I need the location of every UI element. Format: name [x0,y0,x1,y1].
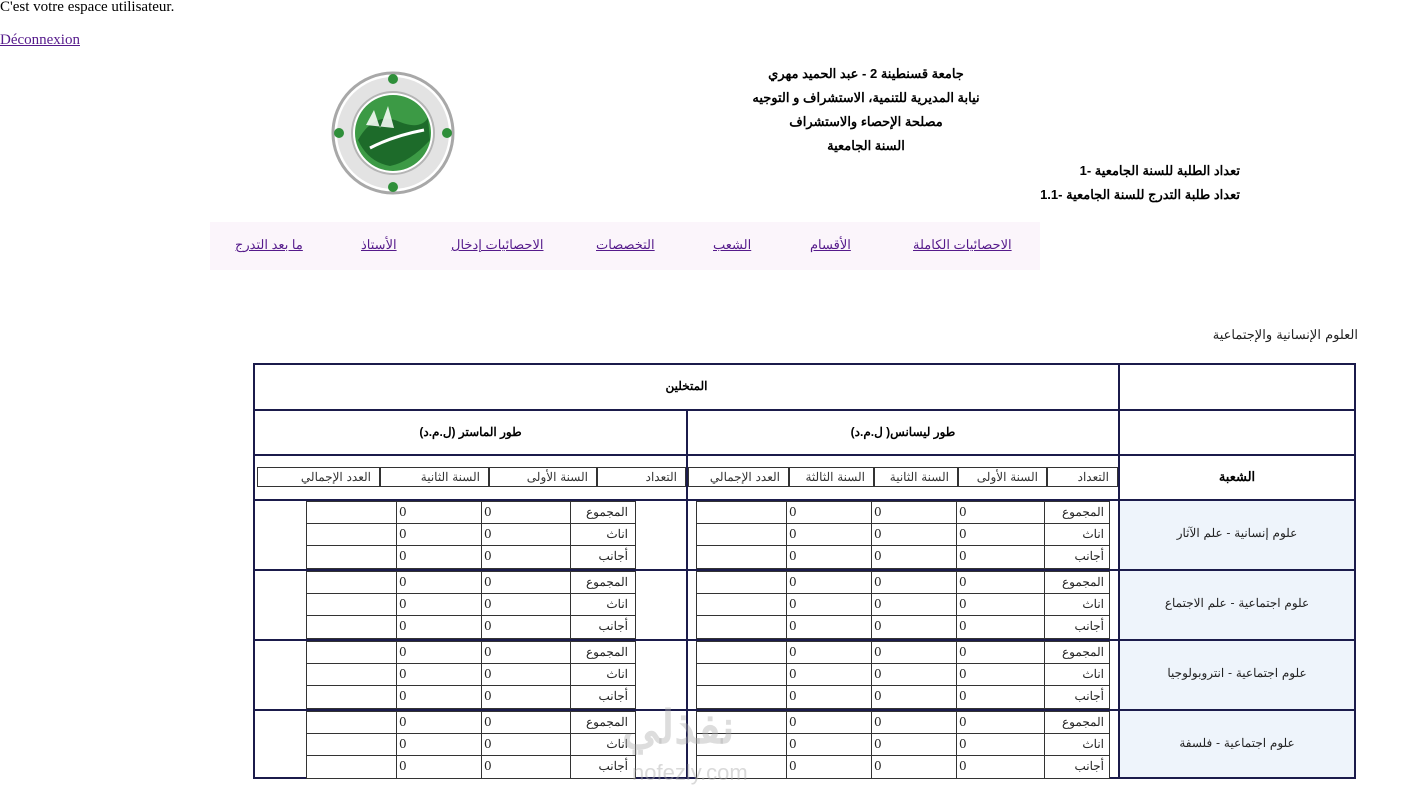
licence-value: 0 [789,667,797,681]
welcome-text: C'est votre espace utilisateur. [0,0,175,15]
licence-value: 0 [959,645,967,659]
master-value: 0 [484,645,492,659]
row-label: اناث [606,527,628,541]
row-label: المجموع [1062,715,1104,729]
licence-col-year1: السنة الأولى [958,467,1047,487]
directorate-name: نيابة المديرية للتنمية، الاستشراف و التوجيه [752,90,980,105]
nav-departments[interactable]: الأقسام [810,237,851,252]
graduate-count-title: تعداد طلبة التدرج للسنة الجامعية -1.1 [1040,187,1240,202]
master-value: 0 [399,689,407,703]
master-value [310,712,390,733]
row-label: المجموع [1062,645,1104,659]
licence-value: 0 [789,689,797,703]
nav-postgraduate[interactable]: ما بعد التدرج [235,237,303,252]
licence-value [700,572,780,593]
master-value: 0 [399,715,407,729]
master-value [310,616,390,637]
row-label: اناث [1082,737,1104,751]
licence-value [700,524,780,545]
master-value: 0 [484,597,492,611]
master-value: 0 [484,715,492,729]
row-label: المجموع [1062,505,1104,519]
licence-value: 0 [959,575,967,589]
licence-subtable [696,571,1110,639]
licence-value: 0 [874,527,882,541]
row-label: اناث [606,597,628,611]
branch-name: علوم اجتماعية - علم الاجتماع [1164,596,1310,610]
licence-subtable [696,641,1110,709]
licence-value [700,594,780,615]
licence-col-count: التعداد [1047,467,1118,487]
nav-professor[interactable]: الأستاذ [361,237,397,252]
row-label: أجانب [598,689,628,703]
licence-value: 0 [874,619,882,633]
licence-col-year3: السنة الثالثة [789,467,874,487]
row-label: المجموع [586,715,628,729]
licence-value: 0 [874,645,882,659]
licence-value: 0 [789,597,797,611]
master-value: 0 [399,619,407,633]
licence-col-total: العدد الإجمالي [688,467,789,487]
enrolled-header: المتخلين [665,379,708,393]
master-value: 0 [399,575,407,589]
row-label: المجموع [586,645,628,659]
row-label: أجانب [1074,689,1104,703]
licence-value: 0 [874,715,882,729]
licence-value: 0 [874,597,882,611]
master-subtable [306,501,636,569]
licence-value: 0 [874,575,882,589]
master-value: 0 [399,527,407,541]
master-col-total: العدد الإجمالي [257,467,380,487]
licence-value: 0 [789,575,797,589]
licence-value: 0 [789,505,797,519]
licence-value: 0 [789,549,797,563]
master-value: 0 [484,575,492,589]
licence-value: 0 [959,759,967,773]
master-value: 0 [399,667,407,681]
master-value: 0 [484,759,492,773]
row-label: أجانب [598,619,628,633]
master-value: 0 [484,549,492,563]
branch-name: علوم اجتماعية - انتروبولوجيا [1167,666,1307,680]
master-value [310,502,390,523]
row-label: اناث [1082,597,1104,611]
master-subtable [306,641,636,709]
licence-subtable [696,501,1110,569]
master-subtable [306,571,636,639]
master-value [310,642,390,663]
master-value [310,734,390,755]
master-value [310,546,390,567]
section-title: العلوم الإنسانية والإجتماعية [1212,328,1358,343]
licence-value: 0 [959,715,967,729]
master-value: 0 [399,645,407,659]
licence-value [700,616,780,637]
row-label: اناث [606,737,628,751]
licence-value: 0 [959,667,967,681]
students-count-title: تعداد الطلبة للسنة الجامعية -1 [1079,163,1240,178]
row-label: أجانب [1074,549,1104,563]
licence-value: 0 [874,667,882,681]
master-header: طور الماستر (ل.م.د) [419,425,522,439]
row-label: أجانب [1074,759,1104,773]
master-value: 0 [399,549,407,563]
master-value: 0 [484,619,492,633]
licence-value: 0 [789,527,797,541]
university-logo [330,70,456,196]
university-name: جامعة قسنطينة 2 - عبد الحميد مهري [768,66,964,81]
licence-col-year2: السنة الثانية [874,467,958,487]
master-col-count: التعداد [597,467,686,487]
licence-value [700,502,780,523]
branch-name: علوم اجتماعية - فلسفة [1179,736,1295,750]
master-value [310,756,390,777]
licence-value: 0 [789,645,797,659]
master-value [310,686,390,707]
main-nav [210,222,1040,270]
licence-value: 0 [789,737,797,751]
branch-name: علوم إنسانية - علم الآثار [1176,526,1298,540]
master-value: 0 [399,597,407,611]
licence-value [700,664,780,685]
licence-value [700,642,780,663]
row-label: أجانب [1074,619,1104,633]
nav-specialties[interactable]: التخصصات [596,237,655,252]
licence-value: 0 [959,505,967,519]
licence-value: 0 [959,549,967,563]
master-value: 0 [399,505,407,519]
master-value: 0 [484,527,492,541]
nav-stats-entry[interactable]: الاحصائيات إدخال [451,237,544,252]
licence-value: 0 [789,619,797,633]
licence-value: 0 [959,737,967,751]
master-value [310,664,390,685]
row-label: اناث [1082,527,1104,541]
nav-full-stats[interactable]: الاحصائيات الكاملة [913,237,1012,252]
licence-value: 0 [959,527,967,541]
service-name: مصلحة الإحصاء والاستشراف [789,114,943,129]
licence-value: 0 [789,759,797,773]
row-label: أجانب [598,549,628,563]
licence-value: 0 [789,715,797,729]
licence-value: 0 [874,759,882,773]
master-subtable [306,711,636,779]
licence-header: طور ليسانس( ل.م.د) [850,425,956,439]
licence-value: 0 [874,737,882,751]
master-col-year1: السنة الأولى [489,467,597,487]
master-value: 0 [484,689,492,703]
branch-header: الشعبة [1218,469,1256,484]
watermark-logo: نفذلي [622,701,735,753]
master-value: 0 [399,759,407,773]
row-label: اناث [606,667,628,681]
watermark-url: nofezly.com [632,760,748,785]
master-value: 0 [399,737,407,751]
licence-value: 0 [874,689,882,703]
statistics-table [253,363,1356,779]
licence-value: 0 [959,619,967,633]
licence-value: 0 [874,505,882,519]
master-value: 0 [484,737,492,751]
master-value: 0 [484,667,492,681]
row-label: المجموع [586,505,628,519]
row-label: المجموع [1062,575,1104,589]
licence-value: 0 [959,689,967,703]
licence-subtable [696,711,1110,779]
nav-branches[interactable]: الشعب [713,237,752,252]
master-col-year2: السنة الثانية [380,467,489,487]
licence-value [700,546,780,567]
row-label: أجانب [598,759,628,773]
academic-year-label: السنة الجامعية [827,138,905,153]
licence-value: 0 [874,549,882,563]
master-value [310,572,390,593]
master-value [310,524,390,545]
row-label: المجموع [586,575,628,589]
row-label: اناث [1082,667,1104,681]
master-value: 0 [484,505,492,519]
master-value [310,594,390,615]
logout-link[interactable]: Déconnexion [0,32,80,48]
licence-value: 0 [959,597,967,611]
